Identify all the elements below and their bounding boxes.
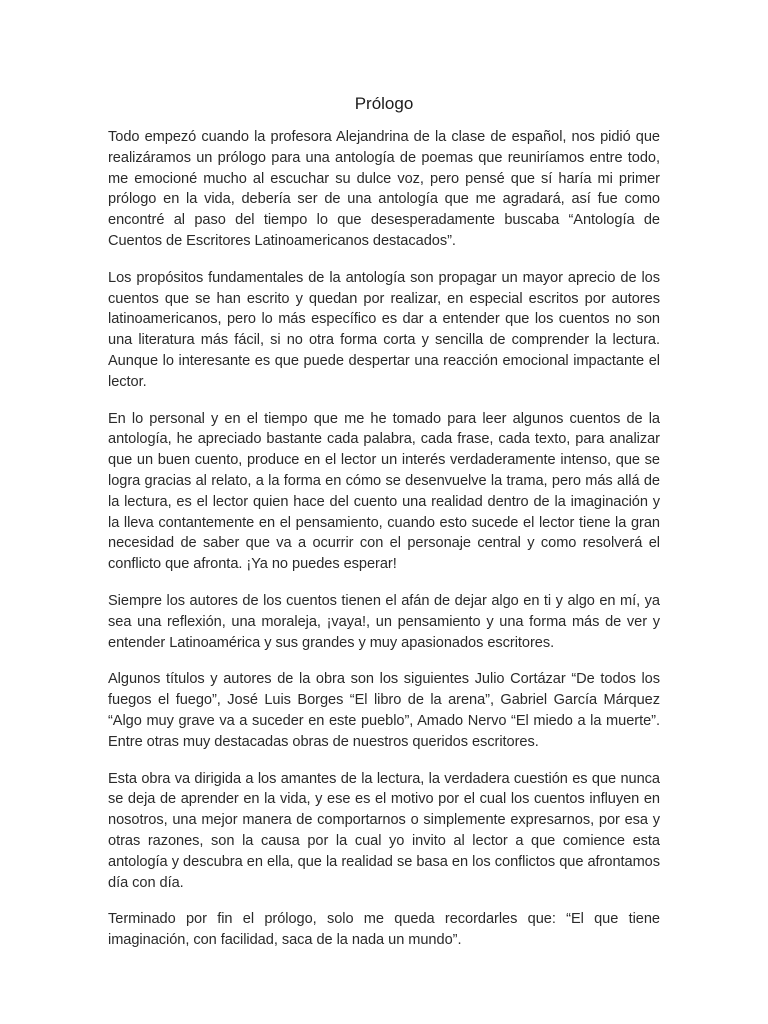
paragraph-intro: Todo empezó cuando la profesora Alejandrina de la clase de español, nos pidió que realizáramos un prólogo para una antología de poemas que reuniríamos entre todo, me emocioné mucho al escuchar su dulce voz, pero pensé que sí haría mi primer prólogo en la vida, debería ser de una antología que me agradará, así fue como encontré al paso del tiempo lo que desesperadamente buscaba “Antología de Cuentos de Escritores Latinoamericanos destacados”.: [108, 129, 660, 249]
paragraph-purposes: Los propósitos fundamentales de la antología son propagar un mayor aprecio de los cuentos que se han escrito y quedan por realizar, en especial escritos por autores latinoamericanos, pero lo más específico es dar a entender que los cuentos no son una literatura más fácil, si no otra forma corta y sencilla de comprender la lectura. Aunque lo interesante es que puede despertar una reacción emocional impactante el lector.: [108, 269, 660, 390]
paragraph-authors-intent: Siempre los autores de los cuentos tienen el afán de dejar algo en ti y algo en mí, ya sea una reflexión, una moraleja, ¡vaya!, un pensamiento y una forma más de ver y entender Latinoamérica y sus grandes y muy apasionados escritores.: [108, 592, 660, 651]
paragraph-titles: Algunos títulos y autores de la obra son los siguientes Julio Cortázar “De todos los fuegos el fuego”, José Luis Borges “El libro de la arena”, Gabriel García Márquez “Algo muy grave va a suceder en este pueblo”, Amado Nervo “El miedo a la muerte”. Entre otras muy destacadas obras de nuestros queridos escritores.: [108, 671, 660, 750]
paragraph-closing: Terminado por fin el prólogo, solo me queda recordarles que: “El que tiene imaginación, con facilidad, saca de la nada un mundo”.: [108, 911, 660, 949]
document-body: [108, 94, 660, 967]
paragraph-audience: Esta obra va dirigida a los amantes de la lectura, la verdadera cuestión es que nunca se deja de aprender en la vida, y ese es el motivo por el cual los cuentos influyen en nosotros, una mejor manera de comportarnos o simplemente expresarnos, por esa y otras razones, son la causa por la cual yo invito al lector a que comience esta antología y descubra en ella, que la realidad se basa en los conflictos que afrontamos día con día.: [108, 770, 660, 891]
paragraph-personal: En lo personal y en el tiempo que me he tomado para leer algunos cuentos de la antología, he apreciado bastante cada palabra, cada frase, cada texto, para analizar que un buen cuento, produce en el lector un interés verdaderamente intenso, que se logra gracias al relato, a la forma en cómo se desenvuelve la trama, pero más allá de la lectura, es el lector quien hace del cuento una realidad dentro de la imaginación y la lleva contantemente en el pensamiento, cuando esto sucede el lector tiene la gran necesidad de saber que va a ocurrir con el personaje central y como resolverá el conflicto que afronta. ¡Ya no puedes esperar!: [108, 410, 660, 573]
page-title: Prólogo: [354, 94, 414, 113]
